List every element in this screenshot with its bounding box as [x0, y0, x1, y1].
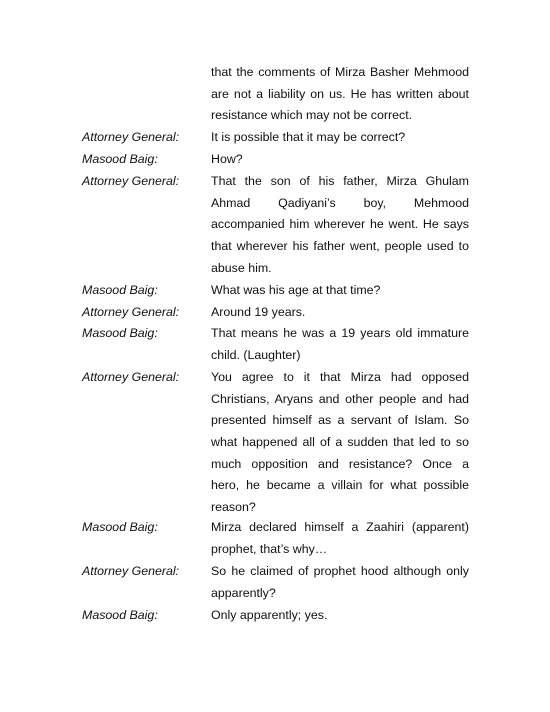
speech-text	[211, 149, 469, 171]
speaker-label: Attorney General:	[82, 305, 180, 319]
speech-line: hero, he became a villain for what possible	[211, 478, 469, 493]
speech-line: Around 19 years.	[211, 305, 306, 319]
speech-line: Only apparently; yes.	[211, 608, 328, 622]
speaker-label: Attorney General:	[82, 174, 180, 188]
speech-text	[211, 605, 469, 627]
speaker-label: Masood Baig:	[82, 326, 158, 340]
speaker-label: Attorney General:	[82, 370, 180, 384]
speech-line: How?	[211, 152, 243, 166]
speech-line: accompanied him wherever he went. He says	[211, 217, 469, 232]
speech-text	[211, 127, 469, 149]
speaker-label: Attorney General:	[82, 564, 180, 578]
speech-line: reason?	[211, 500, 256, 515]
speech-text	[211, 517, 469, 560]
speech-line: abuse him.	[211, 260, 272, 275]
speech-text	[211, 62, 469, 127]
speech-text	[211, 367, 469, 519]
speech-line: much opposition and resistance? Once a	[211, 456, 469, 471]
speaker-label: Masood Baig:	[82, 152, 158, 166]
speech-line: Ahmad Qadiyani’s boy, Mehmood	[211, 195, 469, 210]
speech-line: That the son of his father, Mirza Ghulam	[211, 174, 469, 188]
speech-line: that the comments of Mirza Basher Mehmood	[211, 65, 469, 79]
speech-line: You agree to it that Mirza had opposed	[211, 370, 469, 384]
speech-text	[211, 171, 469, 279]
speech-line: Christians, Aryans and other people and had	[211, 391, 469, 406]
speech-text	[211, 561, 469, 604]
speech-line: that wherever his father went, people used to	[211, 239, 469, 254]
speech-line: child. (Laughter)	[211, 347, 301, 362]
speech-text	[211, 323, 469, 366]
speech-line: resistance which may not be correct.	[211, 108, 413, 123]
speaker-label: Masood Baig:	[82, 520, 158, 534]
speaker-label: Masood Baig:	[82, 283, 158, 297]
speech-line: apparently?	[211, 585, 276, 600]
speech-line: Mirza declared himself a Zaahiri (apparent)	[211, 520, 469, 534]
speech-line: What was his age at that time?	[211, 283, 381, 297]
speaker-label: Masood Baig:	[82, 608, 158, 622]
speaker-label: Attorney General:	[82, 130, 180, 144]
speech-line: That means he was a 19 years old immature	[211, 326, 469, 340]
speech-line: are not a liability on us. He has written about	[211, 86, 469, 101]
speech-line: what happened all of a sudden that led to so	[211, 435, 469, 450]
speech-line: prophet, that’s why…	[211, 541, 328, 556]
speech-line: presented himself as a servant of Islam. So	[211, 413, 469, 428]
speech-text	[211, 280, 469, 302]
speech-line: It is possible that it may be correct?	[211, 130, 406, 144]
speech-line: So he claimed of prophet hood although only	[211, 564, 469, 578]
speech-text	[211, 302, 469, 324]
